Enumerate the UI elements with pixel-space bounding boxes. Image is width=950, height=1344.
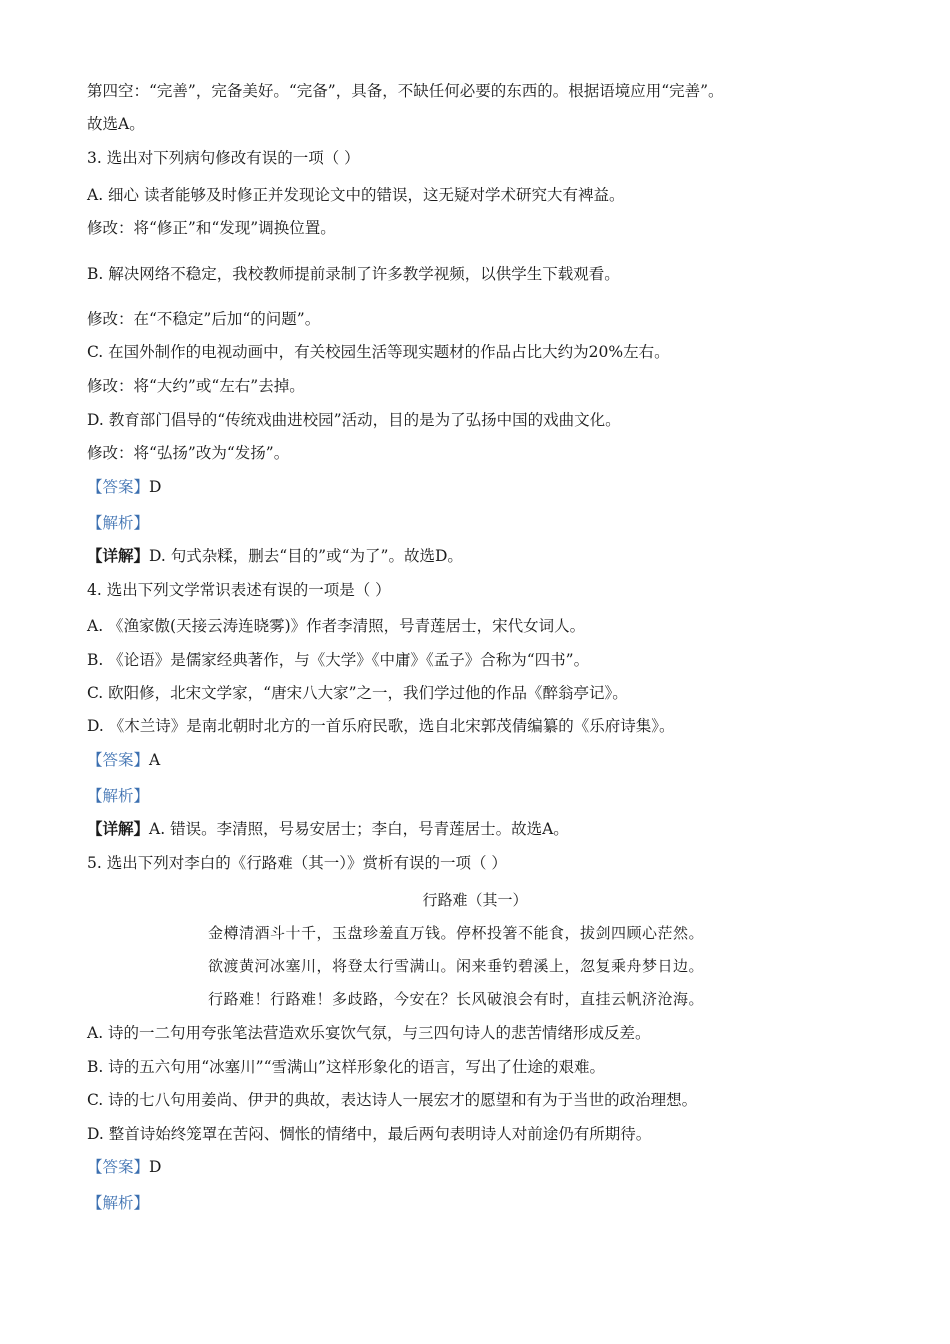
- q3-option-c: C. 在国外制作的电视动画中，有关校园生活等现实题材的作品占比大约为20%左右。: [87, 343, 670, 361]
- detail-text: D. 句式杂糅，删去“目的”或“为了”。故选D。: [149, 547, 463, 565]
- q5-option-b: B. 诗的五六句用“冰塞川”“雪满山”这样形象化的语言，写出了仕途的艰难。: [87, 1058, 605, 1076]
- detail-tag: 【详解】: [87, 819, 150, 838]
- q5-option-d: D. 整首诗始终笼罩在苦闷、惆怅的情绪中，最后两句表明诗人对前途仍有所期待。: [87, 1125, 652, 1143]
- q4-answer: [87, 750, 160, 770]
- q4-option-b: B. 《论语》是儒家经典著作，与《大学》《中庸》《孟子》合称为“四书”。: [87, 651, 590, 669]
- question-3-stem: 3. 选出对下列病句修改有误的一项（ ）: [87, 149, 360, 167]
- q3-answer: [87, 477, 161, 497]
- q3-option-d-fix: 修改：将“弘扬”改为“发扬”。: [87, 444, 290, 462]
- q4-option-c: C. 欧阳修，北宋文学家，“唐宋八大家”之一，我们学过他的作品《醉翁亭记》。: [87, 684, 628, 702]
- q5-option-a: A. 诗的一二句用夸张笔法营造欢乐宴饮气氛，与三四句诗人的悲苦情绪形成反差。: [87, 1024, 651, 1042]
- q4-option-a: A. 《渔家傲(天接云涛连晓雾)》作者李清照，号青莲居士，宋代女词人。: [87, 617, 586, 635]
- q3-option-a-fix: 修改：将“修正”和“发现”调换位置。: [87, 219, 336, 237]
- q3-option-b: B. 解决网络不稳定，我校教师提前录制了许多教学视频，以供学生下载观看。: [87, 265, 620, 283]
- answer-tag: 【答案】: [87, 751, 150, 769]
- poem-title: 行路难（其一）: [422, 891, 528, 909]
- q3-option-b-fix: 修改：在“不稳定”后加“的问题”。: [87, 310, 321, 328]
- q3-option-d: D. 教育部门倡导的“传统戏曲进校园”活动，目的是为了弘扬中国的戏曲文化。: [87, 411, 621, 429]
- q3-detail: [87, 546, 463, 566]
- detail-tag: 【详解】: [87, 546, 150, 565]
- answer-value: A: [149, 751, 161, 769]
- answer-tag: 【答案】: [87, 1158, 150, 1176]
- poem-line: 欲渡黄河冰塞川，将登太行雪满山。闲来垂钓碧溪上，忽复乘舟梦日边。: [208, 957, 705, 975]
- q5-analysis-tag: 【解析】: [87, 1194, 150, 1212]
- choice-conclusion: 故选A。: [87, 115, 145, 133]
- detail-text: A. 错误。李清照，号易安居士；李白，号青莲居士。故选A。: [149, 820, 569, 838]
- answer-value: D: [149, 478, 162, 496]
- q3-option-c-fix: 修改：将“大约”或“左右”去掉。: [87, 377, 305, 395]
- q5-option-c: C. 诗的七八句用姜尚、伊尹的典故，表达诗人一展宏才的愿望和有为于当世的政治理想。: [87, 1091, 698, 1109]
- answer-tag: 【答案】: [87, 478, 150, 496]
- q4-option-d: D. 《木兰诗》是南北朝时北方的一首乐府民歌，选自北宋郭茂倩编纂的《乐府诗集》。: [87, 717, 675, 735]
- q3-analysis-tag: 【解析】: [87, 514, 150, 532]
- q4-detail: [87, 819, 569, 839]
- q5-answer: [87, 1157, 161, 1177]
- question-4-stem: 4. 选出下列文学常识表述有误的一项是（ ）: [87, 581, 391, 599]
- question-5-stem: 5. 选出下列对李白的《行路难（其一）》赏析有误的一项（ ）: [87, 854, 507, 872]
- poem-line: 行路难！行路难！多歧路，今安在？长风破浪会有时，直挂云帆济沧海。: [208, 990, 705, 1008]
- poem-line: 金樽清酒斗十千，玉盘珍羞直万钱。停杯投箸不能食，拔剑四顾心茫然。: [208, 924, 705, 942]
- answer-value: D: [149, 1158, 162, 1176]
- explanation-line: 第四空：“完善”，完备美好。“完备”，具备，不缺任何必要的东西的。根据语境应用“完善”。: [87, 82, 724, 100]
- q4-analysis-tag: 【解析】: [87, 787, 150, 805]
- q3-option-a: A. 细心 读者能够及时修正并发现论文中的错误，这无疑对学术研究大有裨益。: [87, 186, 625, 204]
